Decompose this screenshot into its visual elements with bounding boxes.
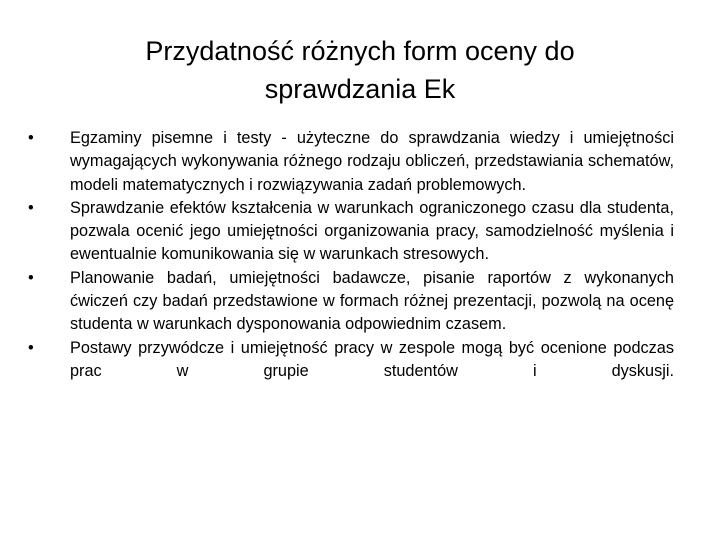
bullet-list: [26, 127, 674, 383]
bullet-dot-icon: •: [28, 268, 34, 287]
bullet-dot-icon: •: [28, 198, 34, 217]
bullet-item-exams: [26, 127, 674, 197]
bullet-dot-icon: •: [28, 129, 34, 147]
bullet-text: Sprawdzanie efektów kształcenia w warunkach ograniczonego czasu dla studenta, pozwala ocenić jego umiejętności organizowania pracy, samodzielność myślenia i ewentualnie komunikowania się w warunkach stresowych.: [70, 198, 674, 264]
bullet-text: Egzaminy pisemne i testy - użyteczne do sprawdzania wiedzy i umiejętności wymagających wykonywania różnego rodzaju obliczeń, przedstawiania schematów, modeli matematycznych i rozwiązywania zadań problemowych.: [70, 129, 674, 194]
bullet-item-time-limited: [26, 197, 674, 267]
bullet-text: Planowanie badań, umiejętności badawcze, pisanie raportów z wykonanych ćwiczeń czy badań przedstawione w formach różnej prezentacji, pozwolą na ocenę studenta w warunkach dysponowania odpowiednim czasem.: [70, 268, 674, 334]
bullet-item-research: [26, 267, 674, 337]
bullet-dot-icon: •: [28, 338, 34, 357]
slide-title: [60, 32, 660, 108]
slide-title-line-2: sprawdzania Ek: [264, 74, 456, 104]
bullet-item-leadership: [26, 337, 674, 384]
bullet-text: Postawy przywódcze i umiejętność pracy w zespole mogą być ocenione podczas prac w grupie studentów i dyskusji.: [70, 338, 674, 380]
slide-title-line-1: Przydatność różnych form oceny do: [145, 36, 575, 66]
